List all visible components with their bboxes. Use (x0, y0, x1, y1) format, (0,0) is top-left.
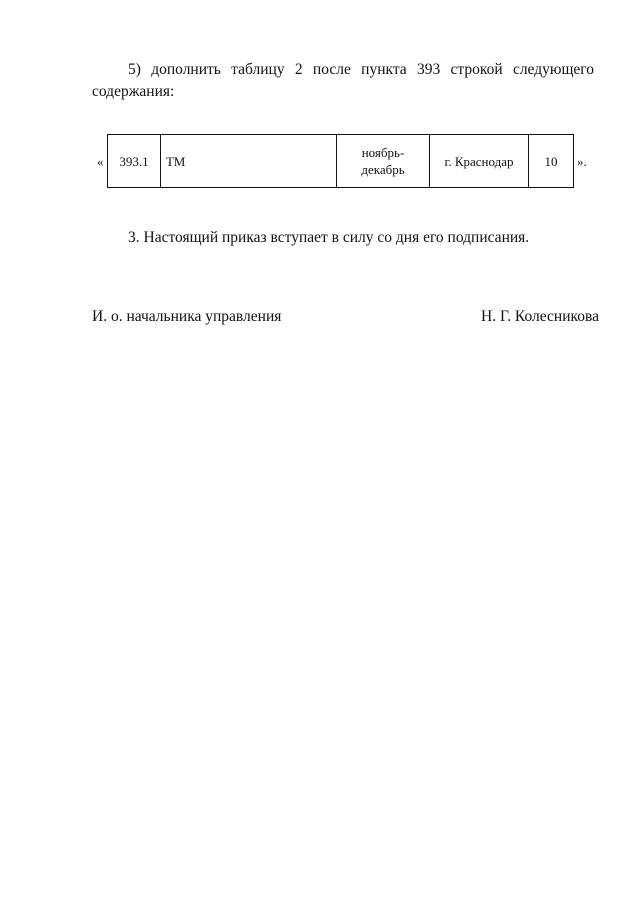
signatory-position: И. о. начальника управления (92, 308, 282, 325)
table-row (108, 135, 574, 188)
table-close-quote: ». (577, 154, 587, 169)
table-open-quote: « (97, 154, 104, 169)
row-number-cell: 393.1 (108, 135, 161, 188)
row-location-cell: г. Краснодар (430, 135, 529, 188)
row-name-cell: ТМ (161, 135, 337, 188)
row-period-cell (337, 135, 430, 188)
signatory-name: Н. Г. Колесникова (481, 308, 599, 325)
row-count-cell: 10 (529, 135, 574, 188)
inserted-table-row (107, 134, 574, 188)
amendment-paragraph-5: 5) дополнить таблицу 2 после пункта 393 строкой следующего содержания: (92, 61, 594, 100)
period-line-1: ноябрь- (361, 145, 405, 160)
period-line-2: декабрь (361, 162, 405, 177)
effective-date-paragraph: 3. Настоящий приказ вступает в силу со дня его подписания. (128, 229, 530, 246)
